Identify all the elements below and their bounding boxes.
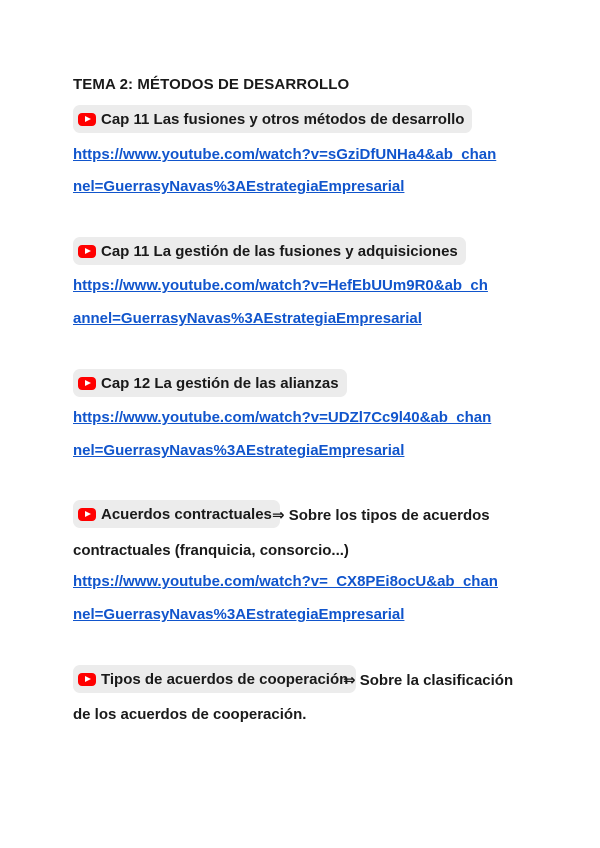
- video-link-4-line2[interactable]: [73, 606, 404, 623]
- section-heading: TEMA 2: MÉTODOS DE DESARROLLO: [73, 76, 350, 93]
- video-description-5-line2: de los acuerdos de cooperación.: [73, 706, 307, 723]
- video-link-2-part2[interactable]: annel=GuerrasyNavas%3AEstrategiaEmpresarial: [73, 310, 422, 327]
- video-link-3-line2[interactable]: [73, 442, 404, 459]
- video-description-4-line1: ⇒ Sobre los tipos de acuerdos: [272, 507, 490, 524]
- video-link-2-line1[interactable]: [73, 277, 488, 294]
- video-link-4-line1[interactable]: [73, 573, 498, 590]
- youtube-icon: [78, 673, 96, 686]
- video-description-5-line1: ⇒ Sobre la clasificación: [343, 672, 514, 689]
- video-link-3-part1[interactable]: https://www.youtube.com/watch?v=UDZl7Cc9l40&ab_chan: [73, 409, 492, 426]
- video-title-5: Tipos de acuerdos de cooperación: [101, 670, 349, 688]
- video-title-4: Acuerdos contractuales: [101, 505, 272, 523]
- video-chip-1[interactable]: [73, 105, 472, 133]
- video-link-4-part2[interactable]: nel=GuerrasyNavas%3AEstrategiaEmpresarial: [73, 606, 405, 623]
- video-link-4-part1[interactable]: https://www.youtube.com/watch?v=_CX8PEi8ocU&ab_chan: [73, 573, 498, 590]
- video-link-1-line2[interactable]: [73, 178, 404, 195]
- video-title-2: Cap 11 La gestión de las fusiones y adquisiciones: [101, 242, 458, 260]
- video-link-1-part1[interactable]: https://www.youtube.com/watch?v=sGziDfUNHa4&ab_chan: [73, 146, 497, 163]
- video-link-1-part2[interactable]: nel=GuerrasyNavas%3AEstrategiaEmpresarial: [73, 178, 405, 195]
- video-chip-4[interactable]: [73, 500, 280, 528]
- video-chip-3[interactable]: [73, 369, 347, 397]
- video-chip-5[interactable]: [73, 665, 356, 693]
- video-description-4-line2: contractuales (franquicia, consorcio...): [73, 542, 349, 559]
- video-link-1-line1[interactable]: [73, 146, 496, 163]
- video-title-1: Cap 11 Las fusiones y otros métodos de desarrollo: [101, 110, 465, 128]
- video-link-2-line2[interactable]: [73, 310, 422, 327]
- video-link-2-part1[interactable]: https://www.youtube.com/watch?v=HefEbUUm9R0&ab_ch: [73, 277, 488, 294]
- video-chip-2[interactable]: [73, 237, 466, 265]
- video-title-3: Cap 12 La gestión de las alianzas: [101, 374, 339, 392]
- video-link-3-line1[interactable]: [73, 409, 491, 426]
- youtube-icon: [78, 245, 96, 258]
- youtube-icon: [78, 508, 96, 521]
- video-link-3-part2[interactable]: nel=GuerrasyNavas%3AEstrategiaEmpresarial: [73, 442, 405, 459]
- youtube-icon: [78, 113, 96, 126]
- youtube-icon: [78, 377, 96, 390]
